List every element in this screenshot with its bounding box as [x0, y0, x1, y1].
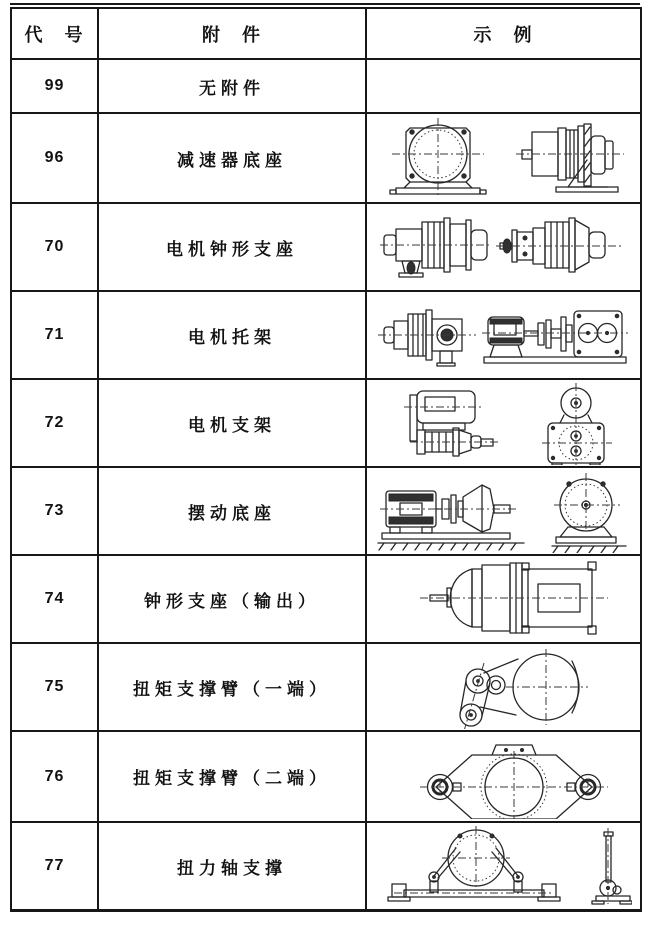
torsion-shaft-support-illustration	[376, 824, 632, 908]
example-cell	[366, 291, 641, 379]
torque-arm-two-end-illustration	[376, 735, 632, 819]
motor-bell-support-illustration	[376, 205, 632, 289]
motor-stand-illustration	[376, 381, 632, 465]
table-row	[11, 203, 641, 291]
example-cell	[366, 643, 641, 731]
code-cell: 72	[11, 379, 98, 467]
table-row	[11, 555, 641, 643]
example-cell	[366, 467, 641, 555]
accessory-cell: 减速器底座	[98, 113, 366, 203]
swing-base-illustration	[376, 469, 632, 553]
example-cell	[366, 731, 641, 822]
code-cell: 75	[11, 643, 98, 731]
code-cell: 70	[11, 203, 98, 291]
table-row	[11, 643, 641, 731]
code-cell: 73	[11, 467, 98, 555]
accessory-cell: 摆动底座	[98, 467, 366, 555]
example-cell	[366, 555, 641, 643]
accessory-cell: 扭矩支撑臂（一端）	[98, 643, 366, 731]
table-row	[11, 113, 641, 203]
accessory-cell: 扭矩支撑臂（二端）	[98, 731, 366, 822]
code-cell: 99	[11, 59, 98, 113]
accessory-cell: 钟形支座（输出）	[98, 555, 366, 643]
motor-bracket-illustration	[376, 293, 632, 377]
scanned-table-page	[10, 0, 640, 912]
example-cell	[366, 379, 641, 467]
accessory-cell: 电机托架	[98, 291, 366, 379]
table-row	[11, 379, 641, 467]
accessory-code-table	[10, 7, 642, 912]
code-cell: 96	[11, 113, 98, 203]
reducer-base-illustration	[376, 116, 632, 200]
table-row	[11, 291, 641, 379]
table-row	[11, 731, 641, 822]
accessory-cell: 电机钟形支座	[98, 203, 366, 291]
table-row	[11, 467, 641, 555]
header-accessory: 附 件	[98, 8, 366, 59]
code-cell: 76	[11, 731, 98, 822]
example-cell	[366, 203, 641, 291]
accessory-cell: 无附件	[98, 59, 366, 113]
example-cell	[366, 822, 641, 911]
accessory-cell: 扭力轴支撑	[98, 822, 366, 911]
accessory-cell: 电机支架	[98, 379, 366, 467]
code-cell: 74	[11, 555, 98, 643]
header-code: 代 号	[11, 8, 98, 59]
header-example: 示 例	[366, 8, 641, 59]
torque-arm-one-end-illustration	[376, 645, 632, 729]
double-top-rule	[10, 3, 640, 5]
table-row	[11, 59, 641, 113]
bell-support-output-illustration	[376, 557, 632, 641]
header-row	[11, 8, 641, 59]
code-cell: 71	[11, 291, 98, 379]
example-cell	[366, 113, 641, 203]
table-row	[11, 822, 641, 911]
code-cell: 77	[11, 822, 98, 911]
example-cell-empty	[366, 59, 641, 113]
